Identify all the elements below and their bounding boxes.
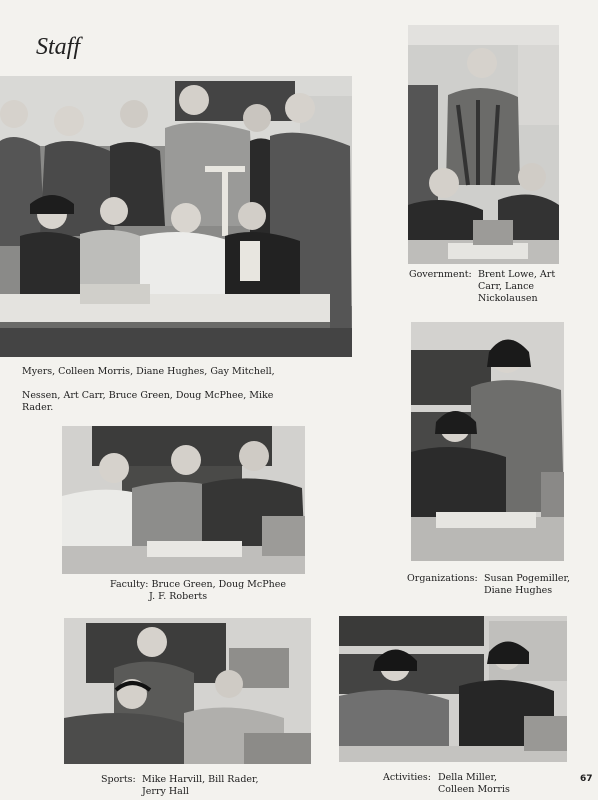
activities-label: Activities: — [383, 772, 431, 783]
organizations-names-line1: Susan Pogemiller, — [484, 573, 570, 584]
government-label: Government: — [409, 269, 472, 280]
faculty-photo — [62, 426, 305, 574]
staff-group-photo — [0, 76, 352, 357]
government-names-line1: Brent Lowe, Art — [478, 269, 556, 280]
sports-photo — [64, 618, 311, 764]
government-photo — [408, 25, 559, 264]
activities-names-line1: Della Miller, — [438, 772, 497, 783]
government-names-line3: Nickolausen — [478, 293, 538, 304]
organizations-names-line2: Diane Hughes — [484, 585, 553, 596]
organizations-label: Organizations: — [407, 573, 478, 584]
government-names-line2: Carr, Lance — [478, 281, 535, 292]
sports-label: Sports: — [101, 774, 136, 785]
activities-names-line2: Colleen Morris — [438, 784, 510, 795]
organizations-photo — [411, 322, 564, 561]
faculty-caption-line2: J. F. Roberts — [149, 591, 208, 602]
faculty-caption-line1: Faculty: Bruce Green, Doug McPhee — [110, 579, 286, 590]
activities-photo — [339, 616, 567, 762]
staff-caption-line3: Rader. — [22, 402, 54, 413]
page-number: 67 — [580, 774, 593, 784]
government-caption — [409, 268, 472, 281]
staff-caption-line1: Myers, Colleen Morris, Diane Hughes, Gay Mitchell, — [22, 366, 275, 377]
staff-caption-line2: Nessen, Art Carr, Bruce Green, Doug McPhee, Mike — [22, 390, 274, 401]
sports-names-line2: Jerry Hall — [142, 786, 189, 797]
page-title: Staff — [36, 34, 81, 60]
sports-names-line1: Mike Harvill, Bill Rader, — [142, 774, 259, 785]
